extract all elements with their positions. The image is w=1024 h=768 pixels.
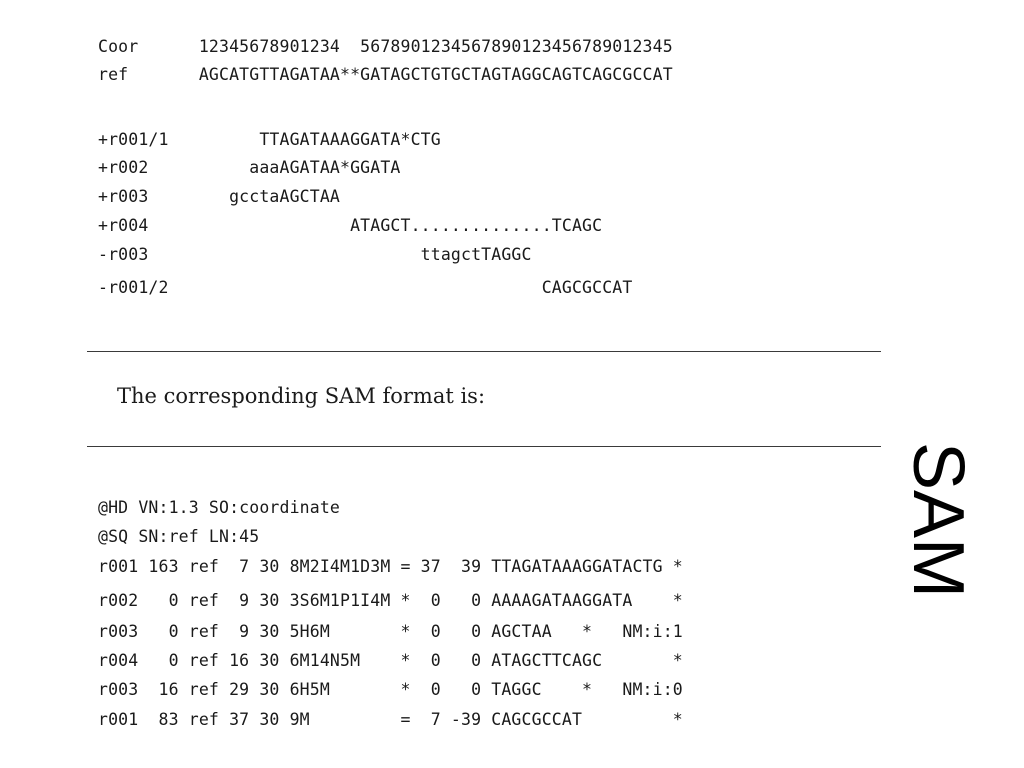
read-row-r002: +r002 aaaAGATAA*GGATA bbox=[98, 158, 401, 177]
sam-record-r003-second: r003 16 ref 29 30 6H5M * 0 0 TAGGC * NM:i:0 bbox=[98, 680, 683, 699]
top-divider bbox=[87, 351, 881, 352]
sam-caption: The corresponding SAM format is: bbox=[117, 384, 486, 408]
side-title-text: SAM bbox=[898, 441, 978, 599]
side-title bbox=[888, 420, 988, 620]
bottom-divider bbox=[87, 446, 881, 447]
sam-record-r003-first: r003 0 ref 9 30 5H6M * 0 0 AGCTAA * NM:i:1 bbox=[98, 622, 683, 641]
sam-record-r001-first: r001 163 ref 7 30 8M2I4M1D3M = 37 39 TTAGATAAAGGATACTG * bbox=[98, 557, 683, 576]
sam-header-hd: @HD VN:1.3 SO:coordinate bbox=[98, 498, 341, 517]
read-row-r001-2: -r001/2 CAGCGCCAT bbox=[98, 278, 633, 297]
read-row-r003-forward: +r003 gcctaAGCTAA bbox=[98, 187, 341, 206]
sam-record-r001-second: r001 83 ref 37 30 9M = 7 -39 CAGCGCCAT * bbox=[98, 710, 683, 729]
sam-record-r002: r002 0 ref 9 30 3S6M1P1I4M * 0 0 AAAAGATAAGGATA * bbox=[98, 591, 683, 610]
read-row-r004: +r004 ATAGCT..............TCAGC bbox=[98, 216, 603, 235]
coordinate-row: Coor 12345678901234 5678901234567890123456789012345 bbox=[98, 37, 673, 56]
read-row-r003-reverse: -r003 ttagctTAGGC bbox=[98, 245, 532, 264]
reference-row: ref AGCATGTTAGATAA**GATAGCTGTGCTAGTAGGCAGTCAGCGCCAT bbox=[98, 65, 673, 84]
sam-record-r004: r004 0 ref 16 30 6M14N5M * 0 0 ATAGCTTCAGC * bbox=[98, 651, 683, 670]
read-row-r001-1: +r001/1 TTAGATAAAGGATA*CTG bbox=[98, 130, 441, 149]
sam-header-sq: @SQ SN:ref LN:45 bbox=[98, 527, 260, 546]
